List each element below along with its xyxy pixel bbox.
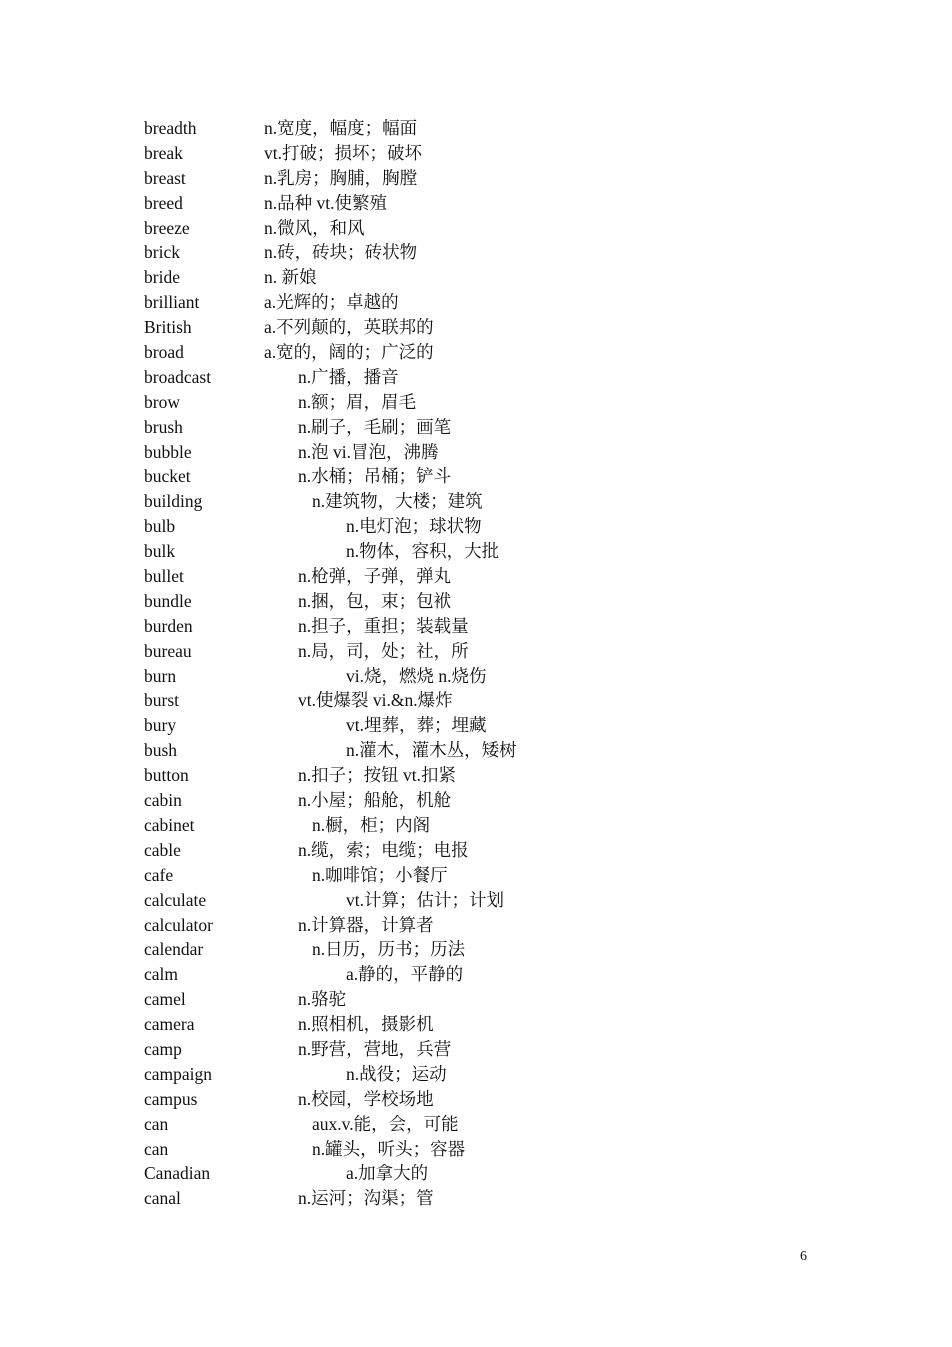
entry-definition: vi.烧，燃烧 n.烧伤 (346, 665, 487, 686)
entry-word: bride (144, 267, 180, 288)
entry-definition: n.缆，索；电缆；电报 (298, 839, 469, 860)
entry-definition: a.静的，平静的 (346, 964, 464, 985)
entry-definition: n.枪弹，子弹，弹丸 (298, 566, 452, 587)
entry-definition: a.宽的，阔的；广泛的 (264, 342, 434, 363)
entry-definition: n.宽度，幅度；幅面 (264, 118, 418, 138)
entry-definition: n.日历，历书；历法 (312, 939, 466, 960)
vocabulary-entry (144, 838, 844, 863)
entry-word: calm (144, 964, 179, 985)
entry-word: bush (144, 740, 178, 761)
entry-definition: n.额；眉，眉毛 (298, 391, 417, 412)
entry-word: brush (144, 416, 183, 437)
entry-word: burst (144, 690, 179, 711)
vocabulary-entry (144, 763, 844, 788)
entry-definition: vt.打破；损坏；破坏 (264, 142, 422, 163)
entry-definition: n.广播，播音 (298, 366, 399, 387)
vocabulary-entry (144, 240, 844, 265)
vocabulary-entry (144, 1037, 844, 1062)
vocabulary-entry (144, 191, 844, 216)
entry-definition: n.咖啡馆；小餐厅 (312, 864, 448, 885)
entry-definition: n.刷子，毛刷；画笔 (298, 416, 452, 437)
entry-word: canal (144, 1188, 181, 1209)
entry-definition: n.局，司，处；社，所 (298, 640, 469, 661)
vocabulary-entry (144, 1161, 844, 1186)
entry-definition: n.计算器，计算者 (298, 914, 434, 935)
entry-definition: n.骆驼 (298, 989, 347, 1010)
vocabulary-entry (144, 1112, 844, 1137)
entry-word: can (144, 1138, 169, 1159)
entry-definition: n.水桶；吊桶；铲斗 (298, 466, 452, 487)
vocabulary-entry (144, 913, 844, 938)
vocabulary-entry (144, 1012, 844, 1037)
entry-definition: vt.计算；估计；计划 (346, 889, 504, 910)
vocabulary-entry (144, 589, 844, 614)
vocabulary-entry (144, 464, 844, 489)
entry-word: button (144, 765, 189, 786)
entry-word: bundle (144, 590, 192, 611)
entry-definition: n.校园，学校场地 (298, 1088, 434, 1109)
vocabulary-entry (144, 962, 844, 987)
entry-definition: a.不列颠的，英联邦的 (264, 317, 434, 338)
vocabulary-entry (144, 166, 844, 191)
entry-word: brow (144, 391, 180, 412)
entry-word: British (144, 317, 192, 338)
entry-word: Canadian (144, 1163, 211, 1184)
entry-definition: n.野营，营地，兵营 (298, 1038, 452, 1059)
vocabulary-entry (144, 639, 844, 664)
vocabulary-entry (144, 664, 844, 689)
entry-word: bubble (144, 441, 192, 462)
vocabulary-entry (144, 564, 844, 589)
entry-word: campaign (144, 1063, 213, 1084)
entry-word: break (144, 142, 183, 163)
vocabulary-entry (144, 315, 844, 340)
entry-definition: a.加拿大的 (346, 1163, 429, 1184)
entry-definition: n.微风，和风 (264, 217, 365, 238)
entry-definition: n.扣子；按钮 vt.扣紧 (298, 765, 456, 786)
entry-definition: n. 新娘 (264, 267, 317, 288)
vocabulary-entry (144, 713, 844, 738)
vocabulary-entry (144, 738, 844, 763)
entry-definition: aux.v.能，会，可能 (312, 1113, 459, 1134)
vocabulary-entry (144, 888, 844, 913)
entry-definition: n.物体，容积，大批 (346, 541, 500, 562)
vocabulary-list (144, 116, 844, 1211)
entry-word: building (144, 491, 203, 512)
vocabulary-entry (144, 340, 844, 365)
entry-word: can (144, 1113, 169, 1134)
vocabulary-entry (144, 390, 844, 415)
entry-word: burden (144, 615, 193, 636)
vocabulary-entry (144, 688, 844, 713)
entry-word: calendar (144, 939, 204, 960)
entry-definition: n.运河；沟渠；管 (298, 1188, 434, 1209)
entry-word: brilliant (144, 292, 200, 313)
vocabulary-entry (144, 813, 844, 838)
entry-word: bulk (144, 541, 176, 562)
vocabulary-entry (144, 116, 844, 141)
entry-definition: n.建筑物，大楼；建筑 (312, 491, 483, 512)
entry-definition: n.灌木，灌木丛，矮树 (346, 740, 517, 761)
vocabulary-entry (144, 1186, 844, 1211)
entry-definition: n.泡 vi.冒泡，沸腾 (298, 441, 439, 462)
entry-definition: a.光辉的；卓越的 (264, 292, 399, 313)
entry-word: cabinet (144, 814, 195, 835)
entry-word: camp (144, 1038, 182, 1059)
entry-word: breast (144, 167, 186, 188)
entry-definition: n.罐头，听头；容器 (312, 1138, 466, 1159)
entry-word: cafe (144, 864, 174, 885)
entry-word: camera (144, 1014, 195, 1035)
vocabulary-entry (144, 440, 844, 465)
entry-word: bureau (144, 640, 192, 661)
entry-word: breeze (144, 217, 190, 238)
entry-definition: n.砖，砖块；砖状物 (264, 242, 418, 263)
vocabulary-entry (144, 987, 844, 1012)
entry-word: camel (144, 989, 186, 1010)
page-number: 6 (800, 1249, 807, 1264)
entry-word: bucket (144, 466, 191, 487)
vocabulary-entry (144, 937, 844, 962)
vocabulary-entry (144, 415, 844, 440)
entry-word: brick (144, 242, 180, 263)
entry-word: cabin (144, 790, 182, 811)
entry-word: breed (144, 192, 183, 213)
entry-word: bullet (144, 566, 184, 587)
entry-definition: n.捆，包，束；包袱 (298, 590, 452, 611)
vocabulary-entry (144, 539, 844, 564)
entry-definition: n.品种 vt.使繁殖 (264, 192, 387, 213)
entry-word: campus (144, 1088, 198, 1109)
vocabulary-entry (144, 290, 844, 315)
entry-word: cable (144, 839, 181, 860)
vocabulary-entry (144, 863, 844, 888)
vocabulary-entry (144, 1137, 844, 1162)
vocabulary-entry (144, 265, 844, 290)
vocabulary-entry (144, 614, 844, 639)
entry-word: bury (144, 715, 177, 736)
entry-word: burn (144, 665, 177, 686)
vocabulary-entry (144, 514, 844, 539)
entry-word: broadcast (144, 366, 212, 387)
vocabulary-entry (144, 489, 844, 514)
entry-definition: n.照相机，摄影机 (298, 1014, 434, 1035)
entry-word: bulb (144, 516, 176, 537)
vocabulary-entry (144, 788, 844, 813)
entry-definition: n.电灯泡；球状物 (346, 516, 482, 537)
entry-definition: vt.使爆裂 vi.&n.爆炸 (298, 690, 453, 711)
vocabulary-entry (144, 141, 844, 166)
entry-word: calculator (144, 914, 213, 935)
entry-definition: n.担子，重担；装载量 (298, 615, 469, 636)
vocabulary-entry (144, 216, 844, 241)
vocabulary-entry (144, 365, 844, 390)
entry-word: breadth (144, 118, 197, 138)
entry-definition: vt.埋葬，葬；埋藏 (346, 715, 487, 736)
entry-definition: n.小屋；船舱，机舱 (298, 790, 452, 811)
entry-definition: n.橱，柜；内阁 (312, 814, 431, 835)
entry-definition: n.乳房；胸脯，胸膛 (264, 167, 418, 188)
entry-word: calculate (144, 889, 207, 910)
entry-definition: n.战役；运动 (346, 1063, 447, 1084)
vocabulary-entry (144, 1062, 844, 1087)
vocabulary-entry (144, 1087, 844, 1112)
entry-word: broad (144, 342, 184, 363)
